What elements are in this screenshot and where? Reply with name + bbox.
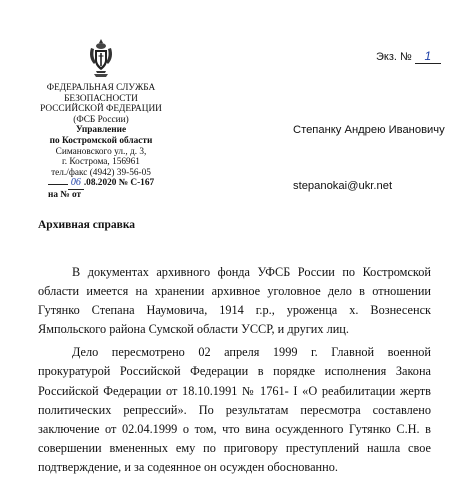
- copy-number-value: 1: [415, 49, 441, 64]
- sender-org-line: (ФСБ России): [73, 114, 129, 125]
- outgoing-ref: [34, 178, 168, 190]
- sender-address-line: Симановского ул., д. 3,: [55, 146, 147, 157]
- fsb-emblem-icon: [88, 38, 114, 78]
- date-handwritten: 06: [68, 178, 84, 190]
- sender-block: [34, 83, 168, 201]
- sender-dept-line: Управление: [75, 125, 127, 136]
- date-blank: [48, 184, 68, 185]
- document-title: Архивная справка: [38, 219, 136, 231]
- incoming-ref-prefix: на №: [48, 189, 70, 200]
- sender-org-line: ФЕДЕРАЛЬНАЯ СЛУЖБА: [46, 83, 156, 93]
- sender-org-line: БЕЗОПАСНОСТИ: [64, 93, 138, 104]
- body-paragraph: В документах архивного фонда УФСБ России по Костромской области имеется на хранении архивное уголовное дело в отношении Гутянко Степана Наумовича, 1914 г.р., уроженца х. Вознесенск Ямпольского района Сумской области УССР, и других лиц.: [38, 265, 431, 337]
- copy-number: [376, 49, 441, 64]
- copy-number-label: Экз. №: [376, 51, 412, 63]
- date-rest: .08.2020 № С-167: [83, 178, 155, 189]
- incoming-ref: [34, 190, 168, 201]
- sender-org-line: РОССИЙСКОЙ ФЕДЕРАЦИИ: [40, 104, 162, 115]
- sender-dept-line: по Костромской области: [49, 135, 153, 146]
- incoming-ref-from: от: [72, 189, 82, 200]
- sender-address-line: г. Кострома, 156961: [62, 157, 140, 168]
- recipient-email: stepanokai@ukr.net: [293, 180, 393, 192]
- sender-address-line: тел./факс (4942) 39-56-05: [51, 167, 151, 178]
- body-paragraph: Дело пересмотрено 02 апреля 1999 г. Главной военной прокуратурой Российской Федерации в порядке исполнения Закона Российской Федерации от 18.10.1991 № 1761- I «О реабилитации жертв политических репрессий». По результатам пересмотра составлено заключение от 02.04.1999 о том, что вина осужденного Гутянко С.Н. в совершении вмененных ему по приговору преступлений нашла свое подтверждение, и за содеянное он осужден обоснованно.: [38, 345, 431, 474]
- document-body: [38, 263, 431, 481]
- recipient-name: Степанку Андрею Ивановичу: [293, 124, 445, 136]
